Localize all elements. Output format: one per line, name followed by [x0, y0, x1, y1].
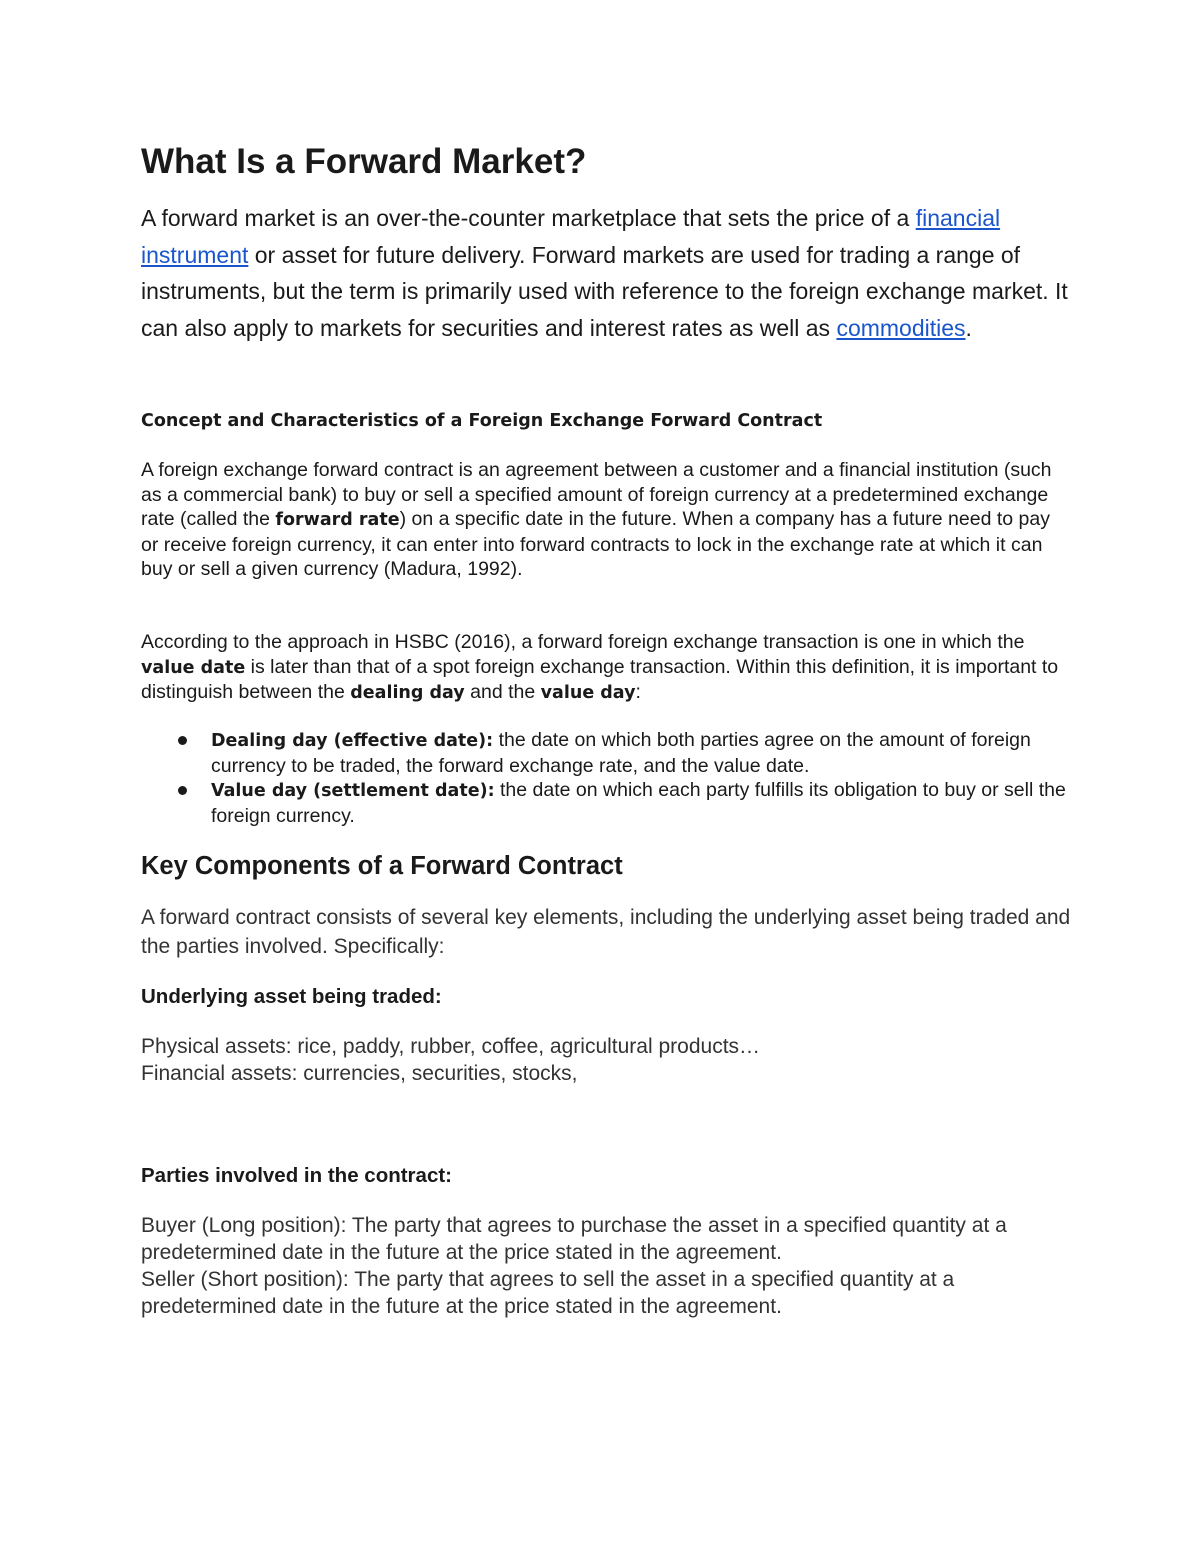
bullet-icon [178, 786, 187, 795]
lead-paragraph [141, 200, 1071, 346]
underlying-asset-lines [141, 1033, 1071, 1087]
lead-text-1: A forward market is an over-the-counter marketplace that sets the price of a [141, 205, 916, 231]
lead-text-3: . [965, 314, 972, 341]
parties-lines [141, 1212, 1071, 1320]
bullet-term: Value day (settlement date): [211, 781, 495, 802]
bullet-term: Dealing day (effective date): [211, 731, 494, 751]
value-day-term: value day [540, 683, 636, 704]
concept-p1-text-b: ) on a specific date in the future. When a company has a future need to pay or receive foreign currency, it can enter into forward contracts to lock in the exchange rate at which it can buy or sell a given currency (Madura, 1992). [141, 508, 1050, 581]
dealing-day-term: dealing day [350, 683, 465, 704]
financial-assets-line: Financial assets: currencies, securities, stocks, [141, 1062, 578, 1085]
concept-p2-text-d: : [635, 681, 641, 704]
day-definitions-list [176, 728, 1066, 828]
financial-instrument-link[interactable]: financial instrument [141, 205, 1001, 268]
concept-paragraph-1 [141, 458, 1071, 582]
bullet-text: the date on which each party fulfills its obligation to buy or sell the foreign currency. [211, 779, 1066, 827]
value-date-term: value date [141, 657, 246, 678]
concept-p2-text-b: is later than that of a spot foreign exchange transaction. Within this definition, it is important to distinguish between the [141, 655, 1059, 704]
buyer-line: Buyer (Long position): The party that agrees to purchase the asset in a specified quantity at a predetermined date in the future at the price stated in the agreement. [141, 1214, 1007, 1264]
list-item [176, 728, 1066, 778]
bullet-icon [178, 736, 187, 745]
list-item [176, 778, 1066, 828]
concept-heading: Concept and Characteristics of a Foreign Exchange Forward Contract [141, 411, 823, 431]
lead-text-2: or asset for future delivery. Forward markets are used for trading a range of instruments, but the term is primarily used with reference to the foreign exchange market. It can also apply to markets for securities and interest rates as well as [141, 241, 1068, 341]
concept-p2-text-a: According to the approach in HSBC (2016), a forward foreign exchange transaction is one in which the [141, 631, 1025, 653]
parties-label: Parties involved in the contract: [141, 1164, 452, 1187]
seller-line: Seller (Short position): The party that agrees to sell the asset in a specified quantity at a predetermined date in the future at the price stated in the agreement. [141, 1268, 955, 1318]
concept-p2-text-c: and the [464, 681, 541, 704]
underlying-asset-label: Underlying asset being traded: [141, 985, 442, 1008]
components-intro: A forward contract consists of several key elements, including the underlying asset being traded and the parties involved. Specifically: [141, 906, 1071, 958]
page-title: What Is a Forward Market? [141, 142, 587, 181]
concept-p1-text-a: A foreign exchange forward contract is an agreement between a customer and a financial institution (such as a commercial bank) to buy or sell a specified amount of foreign currency at a predetermined exchange rate (called the [141, 459, 1052, 531]
physical-assets-line: Physical assets: rice, paddy, rubber, coffee, agricultural products… [141, 1035, 761, 1058]
bullet-text: the date on which both parties agree on the amount of foreign currency to be traded, the forward exchange rate, and the value date. [211, 729, 1031, 777]
concept-paragraph-2 [141, 630, 1071, 706]
commodities-link[interactable]: commodities [836, 314, 966, 341]
components-heading: Key Components of a Forward Contract [141, 852, 623, 880]
forward-rate-term: forward rate [275, 510, 400, 531]
